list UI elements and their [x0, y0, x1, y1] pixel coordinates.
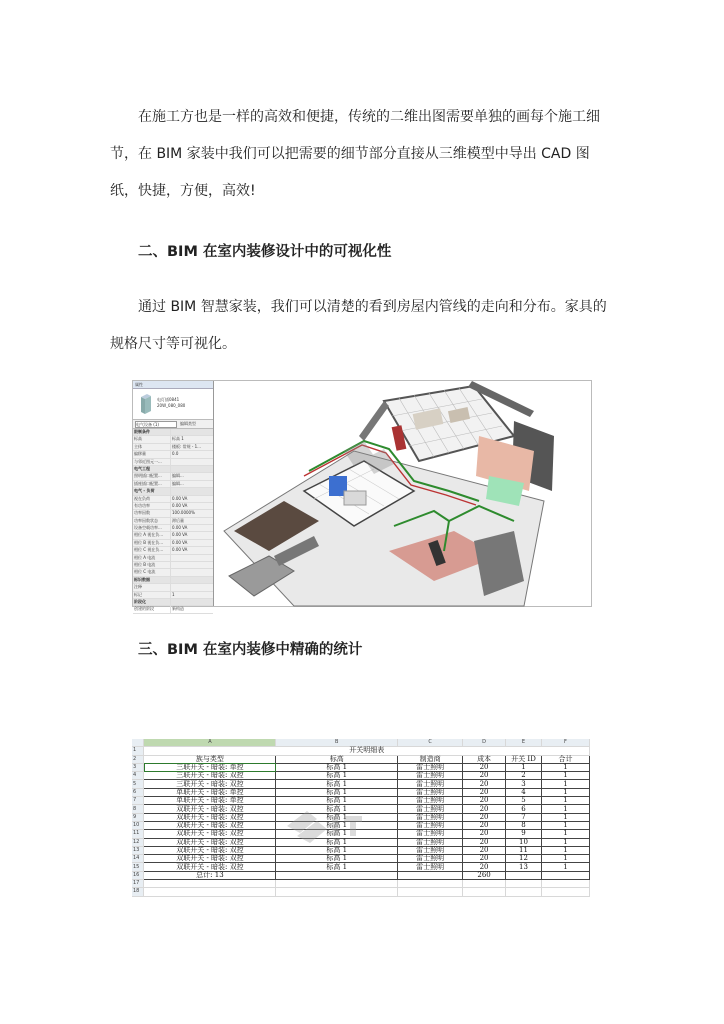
table-cell[interactable]: 雷士照明: [398, 780, 463, 788]
property-row[interactable]: [133, 459, 213, 466]
property-value[interactable]: [171, 459, 172, 465]
table-cell[interactable]: [506, 888, 542, 896]
table-cell[interactable]: 9: [506, 830, 542, 838]
table-cell[interactable]: 8: [506, 821, 542, 829]
table-cell[interactable]: [542, 871, 590, 879]
property-value[interactable]: [171, 555, 172, 561]
table-cell[interactable]: 标高 1: [276, 855, 398, 863]
column-header[interactable]: 成本: [463, 755, 506, 763]
property-key: 相位 C 视在负...: [133, 547, 171, 553]
table-cell[interactable]: 标高 1: [276, 780, 398, 788]
property-key: 与邻近图元一...: [133, 459, 171, 465]
property-value[interactable]: 0.00 VA: [172, 547, 188, 553]
table-cell[interactable]: 1: [542, 830, 590, 838]
row-number[interactable]: 10: [132, 821, 144, 829]
property-key: 设备空载功率...: [133, 525, 171, 531]
row-number[interactable]: 3: [132, 763, 144, 771]
table-cell[interactable]: [398, 888, 463, 896]
property-key: 标记: [133, 592, 171, 598]
table-cell[interactable]: 1: [542, 855, 590, 863]
table-cell[interactable]: [542, 880, 590, 888]
property-key: 标识数据: [133, 577, 171, 583]
table-cell[interactable]: 1: [542, 838, 590, 846]
type-selector-row: [133, 420, 213, 429]
row-number[interactable]: 7: [132, 797, 144, 805]
spreadsheet-grid[interactable]: [132, 739, 590, 897]
row-number[interactable]: 6: [132, 788, 144, 796]
property-row[interactable]: [133, 518, 213, 525]
heading-text: 二、BIM 在室内装修设计中的可视化性: [138, 244, 392, 260]
property-row[interactable]: [133, 451, 213, 458]
3d-model-viewport[interactable]: [214, 381, 591, 606]
property-row[interactable]: [133, 569, 213, 576]
table-cell[interactable]: 单联开关 - 暗装: 单控: [144, 788, 276, 796]
row-number[interactable]: 1: [132, 747, 144, 755]
table-cell[interactable]: 雷士照明: [398, 846, 463, 854]
table-cell[interactable]: 雷士照明: [398, 763, 463, 771]
table-cell[interactable]: 标高 1: [276, 830, 398, 838]
table-cell[interactable]: 1: [542, 805, 590, 813]
row-number[interactable]: 15: [132, 863, 144, 871]
column-header[interactable]: 制造商: [398, 755, 463, 763]
table-row: [132, 871, 590, 879]
property-key: 偏移量: [133, 451, 171, 457]
table-cell[interactable]: 1: [542, 772, 590, 780]
type-name: 电灯插0841: [157, 397, 180, 402]
table-cell[interactable]: [463, 880, 506, 888]
property-key: 视在负荷: [133, 496, 171, 502]
property-rows: [133, 429, 213, 614]
table-cell[interactable]: 三联开关 - 暗装: 单控: [144, 763, 276, 771]
edit-type-button[interactable]: 编辑类型: [180, 421, 196, 426]
table-cell[interactable]: 20: [463, 763, 506, 771]
property-row[interactable]: [133, 510, 213, 517]
property-key: 插座插口配置...: [133, 481, 171, 487]
cabinet-icon: [139, 393, 153, 415]
table-cell[interactable]: 三联开关 - 暗装: 双控: [144, 772, 276, 780]
property-value[interactable]: 编辑...: [172, 473, 184, 479]
total-label[interactable]: 总计: 13: [144, 871, 276, 879]
column-letter[interactable]: E: [506, 739, 542, 747]
table-cell[interactable]: 雷士照明: [398, 797, 463, 805]
table-cell[interactable]: 双联开关 - 暗装: 双控: [144, 830, 276, 838]
table-cell[interactable]: 雷士照明: [398, 863, 463, 871]
property-key: 电气 - 负荷: [133, 488, 171, 494]
property-value: [171, 488, 172, 494]
property-value[interactable]: [171, 584, 172, 590]
table-cell[interactable]: 1: [506, 763, 542, 771]
row-number[interactable]: 18: [132, 888, 144, 896]
property-value[interactable]: 0.00 VA: [172, 532, 188, 538]
property-key: 创建的阶段: [133, 606, 171, 612]
property-value[interactable]: 0.00 VA: [172, 525, 188, 531]
table-cell[interactable]: [398, 871, 463, 879]
property-value[interactable]: [171, 569, 172, 575]
table-cell[interactable]: 1: [542, 788, 590, 796]
column-letter[interactable]: C: [398, 739, 463, 747]
table-cell[interactable]: 20: [463, 821, 506, 829]
property-key: 阶段化: [133, 599, 171, 605]
row-number[interactable]: 12: [132, 838, 144, 846]
table-cell[interactable]: 1: [542, 813, 590, 821]
property-key: 功率因数: [133, 510, 171, 516]
property-value[interactable]: 新构造: [172, 606, 184, 612]
table-cell[interactable]: 20: [463, 838, 506, 846]
type-selector[interactable]: 电气设备 (1): [135, 421, 177, 428]
property-value[interactable]: 滞后量: [172, 517, 184, 523]
heading-text: 三、BIM 在室内装修中精确的统计: [138, 642, 363, 658]
property-value[interactable]: 1: [172, 591, 175, 597]
property-row[interactable]: [133, 555, 213, 562]
row-number[interactable]: 8: [132, 805, 144, 813]
property-key: 相位 C 电流: [133, 569, 171, 575]
table-cell[interactable]: [542, 888, 590, 896]
table-cell[interactable]: 雷士照明: [398, 830, 463, 838]
table-cell[interactable]: 雷士照明: [398, 821, 463, 829]
table-cell[interactable]: 10: [506, 838, 542, 846]
property-value: [171, 466, 172, 472]
property-key: 有功功率: [133, 503, 171, 509]
table-cell[interactable]: 3: [506, 780, 542, 788]
property-value[interactable]: 0.00 VA: [172, 495, 188, 501]
property-value[interactable]: 编辑...: [172, 480, 184, 486]
property-value[interactable]: 100.0000%: [172, 510, 195, 516]
table-cell[interactable]: 20: [463, 830, 506, 838]
property-value: [171, 429, 172, 435]
table-cell[interactable]: 双联开关 - 暗装: 双控: [144, 863, 276, 871]
table-cell[interactable]: [398, 880, 463, 888]
property-key: 相位 B 电流: [133, 562, 171, 568]
table-cell[interactable]: 标高 1: [276, 805, 398, 813]
property-value: [171, 577, 172, 583]
table-cell[interactable]: 1: [542, 821, 590, 829]
table-cell[interactable]: 标高 1: [276, 772, 398, 780]
table-cell[interactable]: 标高 1: [276, 813, 398, 821]
table-row: [132, 880, 590, 888]
table-row: [132, 772, 590, 780]
column-header[interactable]: 族与类型: [144, 755, 276, 763]
property-row[interactable]: [133, 496, 213, 503]
properties-panel-title: 属性: [133, 381, 213, 389]
paragraph-text: 在施工方也是一样的高效和便捷，传统的二维出图需要单独的画每个施工细节，在 BIM 家装中我们可以把需要的细节部分直接从三维模型中导出 CAD 图纸，快捷，方便，高效!: [110, 109, 600, 199]
property-key: 功率因数状态: [133, 518, 171, 524]
table-cell[interactable]: 12: [506, 855, 542, 863]
row-number[interactable]: 13: [132, 846, 144, 854]
paragraph-visualization: [110, 289, 616, 363]
table-cell[interactable]: 双联开关 - 暗装: 双控: [144, 805, 276, 813]
table-cell[interactable]: 单联开关 - 暗装: 单控: [144, 797, 276, 805]
table-cell[interactable]: 雷士照明: [398, 813, 463, 821]
table-cell[interactable]: [506, 880, 542, 888]
table-cell[interactable]: 2: [506, 772, 542, 780]
table-row: [132, 888, 590, 896]
row-number[interactable]: 16: [132, 871, 144, 879]
section-heading-statistics: [110, 638, 362, 659]
table-cell[interactable]: 1: [542, 780, 590, 788]
property-value[interactable]: [171, 562, 172, 568]
property-value[interactable]: 0.0: [172, 451, 179, 457]
column-letter[interactable]: A: [144, 739, 276, 747]
table-cell[interactable]: 双联开关 - 暗装: 双控: [144, 813, 276, 821]
property-key: 限制条件: [133, 429, 171, 435]
table-cell[interactable]: 20: [463, 805, 506, 813]
table-cell[interactable]: 标高 1: [276, 863, 398, 871]
table-cell[interactable]: 标高 1: [276, 846, 398, 854]
column-letter[interactable]: B: [276, 739, 398, 747]
table-cell[interactable]: 13: [506, 863, 542, 871]
paragraph-construction: [110, 99, 616, 210]
table-row: [132, 747, 590, 755]
table-cell[interactable]: 标高 1: [276, 821, 398, 829]
row-number[interactable]: 4: [132, 772, 144, 780]
table-cell[interactable]: 1: [542, 863, 590, 871]
property-key: 标高: [133, 436, 171, 442]
table-cell[interactable]: 1: [542, 797, 590, 805]
property-row[interactable]: [133, 547, 213, 554]
column-letter[interactable]: D: [463, 739, 506, 747]
table-cell[interactable]: 标高 1: [276, 838, 398, 846]
table-cell[interactable]: [144, 880, 276, 888]
table-row: [132, 797, 590, 805]
row-number[interactable]: 5: [132, 780, 144, 788]
table-cell[interactable]: 雷士照明: [398, 788, 463, 796]
row-number[interactable]: 9: [132, 813, 144, 821]
column-header[interactable]: 开关 ID: [506, 755, 542, 763]
table-cell[interactable]: 标高 1: [276, 763, 398, 771]
table-cell[interactable]: 20: [463, 772, 506, 780]
property-row[interactable]: [133, 436, 213, 443]
table-cell[interactable]: 双联开关 - 暗装: 双控: [144, 846, 276, 854]
paragraph-text: 通过 BIM 智慧家装，我们可以清楚的看到房屋内管线的走向和分布。家具的规格尺寸等可视化。: [110, 299, 607, 352]
table-cell[interactable]: 双联开关 - 暗装: 双控: [144, 821, 276, 829]
property-key: 相位 A 视在负...: [133, 532, 171, 538]
property-row[interactable]: [133, 592, 213, 599]
table-cell[interactable]: 1: [542, 846, 590, 854]
bim-model-screenshot: [132, 380, 592, 612]
table-cell[interactable]: [276, 871, 398, 879]
property-key: 主体: [133, 444, 171, 450]
table-row: [132, 863, 590, 871]
table-cell[interactable]: 20: [463, 813, 506, 821]
table-cell[interactable]: 7: [506, 813, 542, 821]
switch-schedule-spreadsheet: [132, 739, 590, 911]
property-key: 电气工程: [133, 466, 171, 472]
table-cell[interactable]: 雷士照明: [398, 838, 463, 846]
table-row: [132, 805, 590, 813]
column-header[interactable]: 标高: [276, 755, 398, 763]
table-cell[interactable]: 1: [542, 763, 590, 771]
property-value[interactable]: 0.00 VA: [172, 502, 188, 508]
column-letter[interactable]: [132, 739, 144, 747]
property-value: [171, 599, 172, 605]
column-header[interactable]: 合计: [542, 755, 590, 763]
property-row[interactable]: [133, 606, 213, 613]
table-cell[interactable]: 20: [463, 788, 506, 796]
row-number[interactable]: 17: [132, 880, 144, 888]
table-row: [132, 830, 590, 838]
row-number[interactable]: 14: [132, 855, 144, 863]
type-subname: 20W_080_080: [157, 403, 186, 408]
schedule-title[interactable]: 开关明细表: [144, 747, 590, 755]
type-preview: [133, 389, 213, 420]
table-cell[interactable]: 11: [506, 846, 542, 854]
property-key: 相位 B 视在负...: [133, 540, 171, 546]
table-cell[interactable]: 20: [463, 855, 506, 863]
table-cell[interactable]: 6: [506, 805, 542, 813]
property-row: [133, 488, 213, 495]
table-cell[interactable]: 标高 1: [276, 797, 398, 805]
property-key: 照明插口配置...: [133, 473, 171, 479]
row-number[interactable]: 2: [132, 755, 144, 763]
table-cell[interactable]: [144, 888, 276, 896]
row-number[interactable]: 11: [132, 830, 144, 838]
table-cell[interactable]: 4: [506, 788, 542, 796]
property-value[interactable]: 标高 1: [172, 436, 184, 442]
table-cell[interactable]: 双联开关 - 暗装: 双控: [144, 838, 276, 846]
property-row[interactable]: [133, 532, 213, 539]
section-heading-visualization: [110, 240, 391, 261]
table-cell[interactable]: 20: [463, 846, 506, 854]
property-key: 相位 A 电流: [133, 555, 171, 561]
table-cell[interactable]: 雷士照明: [398, 805, 463, 813]
table-cell[interactable]: [276, 880, 398, 888]
table-cell[interactable]: [463, 888, 506, 896]
table-cell[interactable]: [506, 871, 542, 879]
property-value[interactable]: 0.00 VA: [172, 539, 188, 545]
table-cell[interactable]: [276, 888, 398, 896]
table-cell[interactable]: 雷士照明: [398, 855, 463, 863]
property-row[interactable]: [133, 584, 213, 591]
property-key: 注释: [133, 584, 171, 590]
table-cell[interactable]: 双联开关 - 暗装: 双控: [144, 855, 276, 863]
table-cell[interactable]: 20: [463, 797, 506, 805]
table-cell[interactable]: 20: [463, 863, 506, 871]
properties-panel: [133, 381, 214, 612]
table-cell[interactable]: 标高 1: [276, 788, 398, 796]
table-row: [132, 855, 590, 863]
property-value[interactable]: 楼板: 常规 - 1...: [172, 443, 201, 449]
table-cell[interactable]: 雷士照明: [398, 772, 463, 780]
property-row[interactable]: [133, 473, 213, 480]
table-cell[interactable]: 三联开关 - 暗装: 双控: [144, 780, 276, 788]
total-cost[interactable]: 260: [463, 871, 506, 879]
property-row: [133, 577, 213, 584]
table-cell[interactable]: 5: [506, 797, 542, 805]
column-letter[interactable]: F: [542, 739, 590, 747]
table-cell[interactable]: 20: [463, 780, 506, 788]
